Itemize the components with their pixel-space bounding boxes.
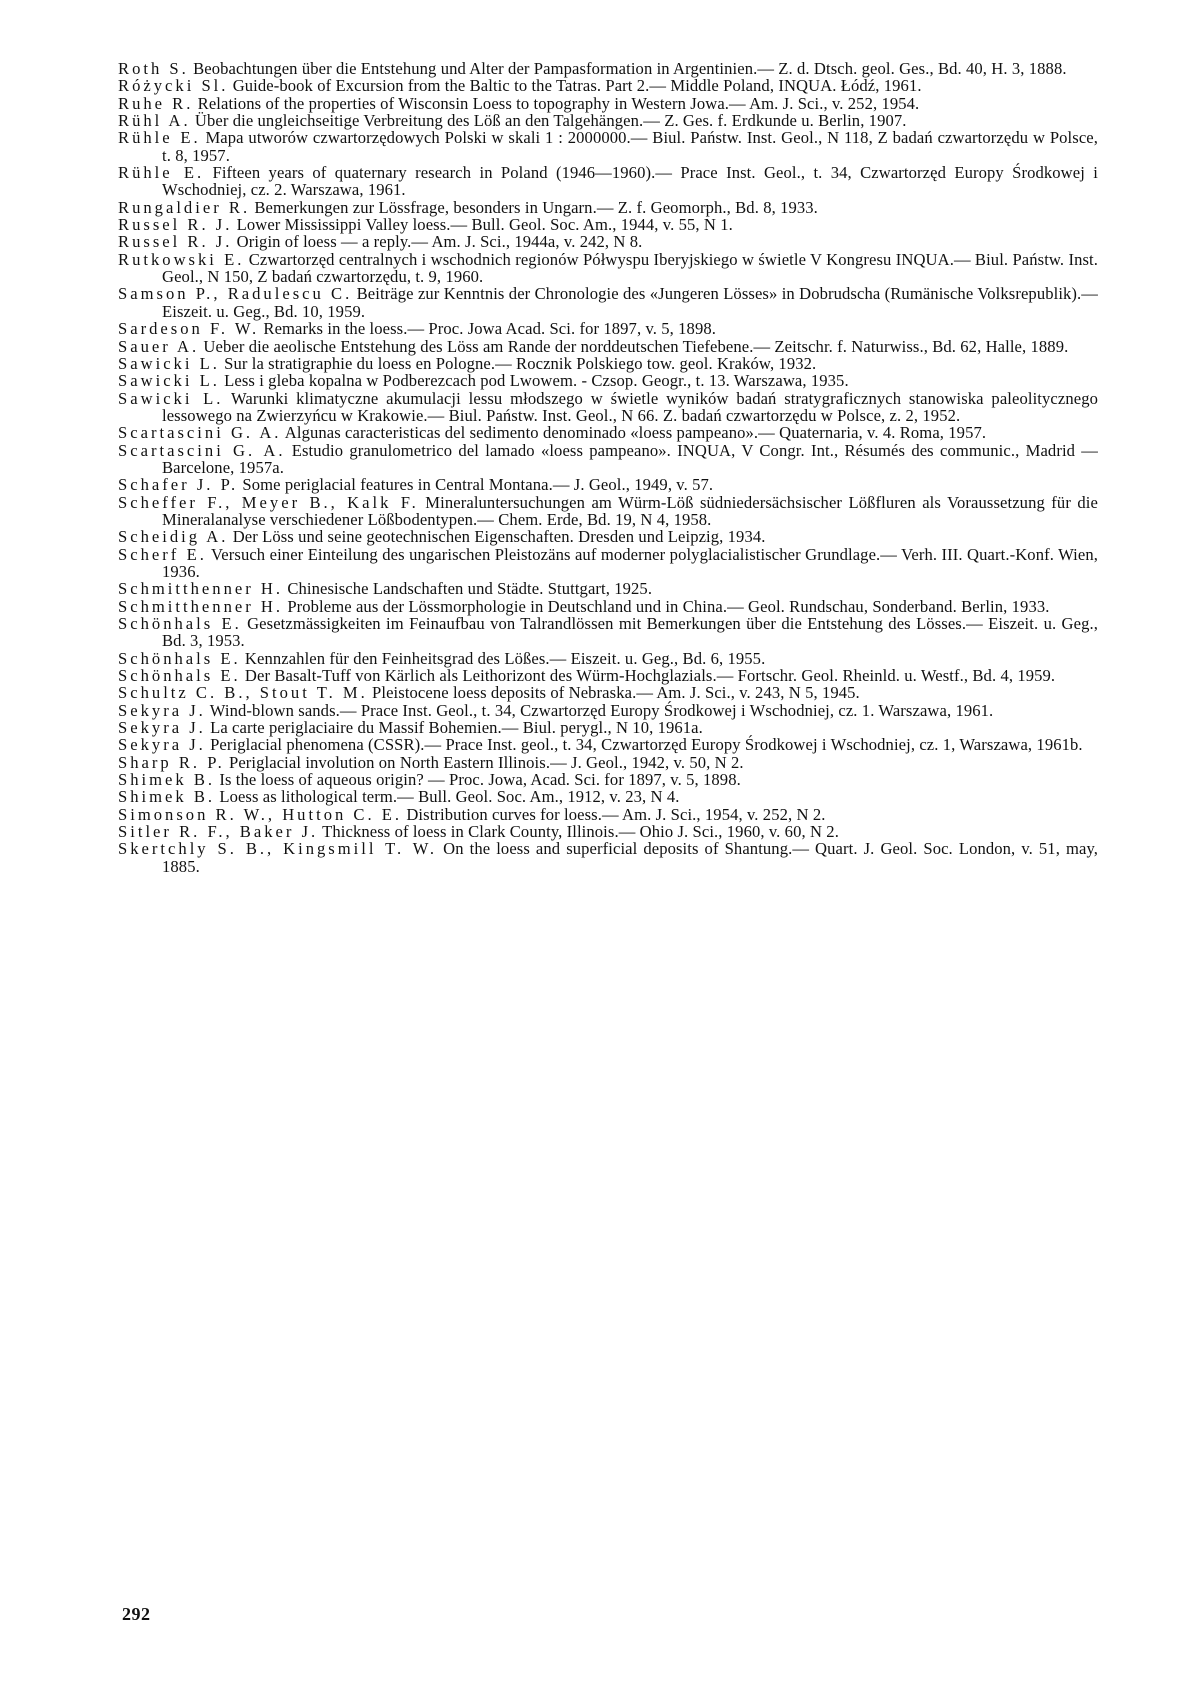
reference-text: Some periglacial features in Central Montana.— J. Geol., 1949, v. 57.	[242, 475, 714, 495]
reference-text: Loess as lithological term.— Bull. Geol. Soc. Am., 1912, v. 23, N 4.	[219, 787, 680, 807]
reference-text: Wind-blown sands.— Prace Inst. Geol., t. 34, Czwartorzęd Europy Środkowej i Wschodniej, cz. 1. Warszawa, 1961.	[209, 700, 994, 720]
reference-entry	[118, 372, 1098, 389]
reference-author: Samson P., Radulescu C.	[118, 284, 353, 304]
reference-author: Scherf E.	[118, 544, 207, 564]
reference-author: Schönhals E.	[118, 648, 241, 668]
reference-text: Kennzahlen für den Feinheitsgrad des Lößes.— Eiszeit. u. Geg., Bd. 6, 1955.	[244, 648, 766, 668]
reference-entry	[118, 320, 1098, 337]
reference-text: Remarks in the loess.— Proc. Jowa Acad. Sci. for 1897, v. 5, 1898.	[263, 319, 716, 339]
reference-text: Chinesische Landschaften und Städte. Stuttgart, 1925.	[287, 579, 653, 599]
reference-text: Gesetzmässigkeiten im Feinaufbau von Talrandlössen mit Bemerkungen über die Entstehung des Lösses.— Eiszeit. u. Geg., Bd. 3, 1953.	[162, 614, 1098, 651]
reference-text: Mineraluntersuchungen am Würm-Löß südniedersächsischer Lößfluren als Voraussetzung für die Mineralanalyse verschiedener Lößbodentypen.— Chem. Erde, Bd. 19, N 4, 1958.	[162, 492, 1098, 529]
reference-author: Sharp R. P.	[118, 752, 225, 772]
reference-entry	[118, 840, 1098, 875]
reference-author: Rühl A.	[118, 111, 191, 131]
reference-entry	[118, 494, 1098, 529]
reference-author: Sekyra J.	[118, 735, 206, 755]
reference-author: Schönhals E.	[118, 666, 241, 686]
reference-text: Guide-book of Excursion from the Baltic to the Tatras. Part 2.— Middle Poland, INQUA. Łódź, 1961.	[232, 76, 922, 96]
reference-entry	[118, 684, 1098, 701]
reference-author: Rühle E.	[118, 128, 201, 148]
reference-entry	[118, 112, 1098, 129]
reference-entry	[118, 771, 1098, 788]
reference-text: La carte periglaciaire du Massif Bohemien.— Biul. perygl., N 10, 1961a.	[210, 718, 703, 738]
reference-text: Periglacial phenomena (CSSR).— Prace Inst. geol., t. 34, Czwartorzęd Europy Środkowej i Wschodniej, cz. 1, Warszawa, 1961b.	[210, 735, 1083, 755]
bibliography-list	[118, 60, 1098, 875]
reference-entry	[118, 528, 1098, 545]
reference-author: Sitler R. F., Baker J.	[118, 822, 319, 842]
reference-entry	[118, 598, 1098, 615]
reference-entry	[118, 650, 1098, 667]
reference-author: Skertchly S. B., Kingsmill T. W.	[118, 839, 438, 859]
reference-entry	[118, 424, 1098, 441]
reference-text: Warunki klimatyczne akumulacji lessu młodszego w świetle wyników badań stratygraficznych stanowiska paleolitycznego lessowego na Zwierzyńcu w Krakowie.— Biul. Państw. Inst. Geol., N 66. Z. badań czwartorzędu w Polsce, z. 2, 1952.	[162, 388, 1098, 425]
reference-author: Scartascini G. A.	[118, 423, 282, 443]
reference-author: Shimek B.	[118, 787, 216, 807]
reference-author: Sawicki L.	[118, 388, 224, 408]
reference-author: Ruhe R.	[118, 93, 194, 113]
reference-text: Beiträge zur Kenntnis der Chronologie des «Jungeren Lösses» in Dobrudscha (Rumänische Volksrepublik).— Eiszeit. u. Geg., Bd. 10, 1959.	[162, 284, 1098, 321]
reference-author: Scheffer F., Meyer B., Kalk F.	[118, 492, 419, 512]
reference-author: Scartascini G. A.	[118, 440, 286, 460]
reference-text: Algunas caracteristicas del sedimento denominado «loess pampeano».— Quaternaria, v. 4. Roma, 1957.	[284, 423, 987, 443]
reference-entry	[118, 216, 1098, 233]
reference-entry	[118, 390, 1098, 425]
reference-text: Origin of loess — a reply.— Am. J. Sci., 1944a, v. 242, N 8.	[236, 232, 643, 252]
reference-text: Der Löss und seine geotechnischen Eigenschaften. Dresden und Leipzig, 1934.	[232, 527, 766, 547]
reference-text: Periglacial involution on North Eastern Illinois.— J. Geol., 1942, v. 50, N 2.	[229, 752, 744, 772]
reference-entry	[118, 285, 1098, 320]
reference-author: Sekyra J.	[118, 700, 206, 720]
reference-author: Sawicki L.	[118, 371, 220, 391]
reference-author: Schultz C. B., Stout T. M.	[118, 683, 368, 703]
reference-entry	[118, 129, 1098, 164]
reference-text: Fifteen years of quaternary research in Poland (1946—1960).— Prace Inst. Geol., t. 34, Czwartorzęd Europy Środkowej i Wschodniej, cz. 2. Warszawa, 1961.	[162, 163, 1098, 200]
reference-author: Schönhals E.	[118, 614, 242, 633]
reference-author: Różycki Sl.	[118, 76, 229, 96]
reference-text: Über die ungleichseitige Verbreitung des Löß an den Talgehängen.— Z. Ges. f. Erdkunde u. Berlin, 1907.	[194, 111, 907, 131]
reference-entry	[118, 736, 1098, 753]
reference-entry	[118, 442, 1098, 477]
reference-text: On the loess and superficial deposits of Shantung.— Quart. J. Geol. Soc. London, v. 51, may, 1885.	[162, 839, 1099, 876]
reference-author: Rühle E.	[118, 163, 205, 183]
reference-text: Versuch einer Einteilung des ungarischen Pleistozäns auf moderner polyglacialistischer Grundlage.— Verh. III. Quart.-Konf. Wien, 1936.	[162, 544, 1098, 581]
reference-entry	[118, 77, 1098, 94]
reference-entry	[118, 667, 1098, 684]
reference-text: Czwartorzęd centralnych i wschodnich regionów Półwyspu Iberyjskiego w świetle V Kongresu INQUA.— Biul. Państw. Inst. Geol., N 150, Z badań czwartorzędu, t. 9, 1960.	[162, 249, 1098, 287]
reference-text: Estudio granulometrico del lamado «loess pampeano». INQUA, V Congr. Int., Résumés des communic., Madrid — Barcelone, 1957a.	[162, 440, 1098, 477]
reference-text: Relations of the properties of Wisconsin Loess to topography in Western Jowa.— Am. J. Sci., v. 252, 1954.	[197, 93, 920, 113]
reference-entry	[118, 615, 1098, 650]
reference-entry	[118, 60, 1098, 77]
reference-entry	[118, 546, 1098, 581]
reference-entry	[118, 233, 1098, 250]
reference-text: Thickness of loess in Clark County, Illinois.— Ohio J. Sci., 1960, v. 60, N 2.	[322, 822, 839, 842]
reference-author: Sawicki L.	[118, 353, 220, 373]
reference-text: Der Basalt-Tuff von Kärlich als Leithorizont des Würm-Hochglazials.— Fortschr. Geol. Rheinld. u. Westf., Bd. 4, 1959.	[244, 666, 1056, 686]
reference-entry	[118, 476, 1098, 493]
reference-entry	[118, 719, 1098, 736]
reference-entry	[118, 580, 1098, 597]
reference-text: Mapa utworów czwartorzędowych Polski w skali 1 : 2000000.— Biul. Państw. Inst. Geol., N 118, Z badań czwartorzędu w Polsce, t. 8, 1957.	[162, 128, 1098, 165]
reference-text: Is the loess of aqueous origin? — Proc. Jowa, Acad. Sci. for 1897, v. 5, 1898.	[219, 770, 741, 790]
reference-entry	[118, 754, 1098, 771]
reference-entry	[118, 823, 1098, 840]
reference-text: Ueber die aeolische Entstehung des Löss am Rande der norddeutschen Tiefebene.— Zeitschr. f. Naturwiss., Bd. 62, Halle, 1889.	[203, 336, 1069, 356]
reference-text: Less i gleba kopalna w Podberezcach pod Lwowem. - Czsop. Geogr., t. 13. Warszawa, 1935.	[224, 371, 849, 391]
reference-entry	[118, 199, 1098, 216]
reference-author: Sauer A.	[118, 336, 200, 356]
reference-entry	[118, 164, 1098, 199]
reference-entry	[118, 806, 1098, 823]
reference-entry	[118, 788, 1098, 805]
reference-author: Russel R. J.	[118, 215, 233, 235]
reference-author: Rutkowski E.	[118, 249, 245, 269]
reference-text: Beobachtungen über die Entstehung und Alter der Pampasformation in Argentinien.— Z. d. Dtsch. geol. Ges., Bd. 40, H. 3, 1888.	[193, 59, 1067, 78]
reference-text: Pleistocene loess deposits of Nebraska.— Am. J. Sci., v. 243, N 5, 1945.	[372, 683, 860, 703]
reference-author: Rungaldier R.	[118, 197, 251, 217]
reference-author: Russel R. J.	[118, 232, 233, 252]
reference-author: Sekyra J.	[118, 718, 206, 738]
reference-entry	[118, 251, 1098, 286]
reference-author: Schmitthenner H.	[118, 596, 284, 616]
reference-text: Probleme aus der Lössmorphologie in Deutschland und in China.— Geol. Rundschau, Sonderband. Berlin, 1933.	[287, 596, 1050, 616]
reference-text: Sur la stratigraphie du loess en Pologne.— Rocznik Polskiego tow. geol. Kraków, 1932.	[224, 353, 817, 373]
reference-text: Lower Mississippi Valley loess.— Bull. Geol. Soc. Am., 1944, v. 55, N 1.	[236, 215, 733, 235]
reference-author: Schmitthenner H.	[118, 579, 284, 599]
reference-entry	[118, 338, 1098, 355]
reference-entry	[118, 702, 1098, 719]
reference-author: Schafer J. P.	[118, 475, 239, 495]
page-number: 292	[122, 1604, 151, 1624]
reference-author: Roth S.	[118, 59, 189, 78]
reference-author: Sardeson F. W.	[118, 319, 260, 339]
reference-author: Scheidig A.	[118, 527, 229, 547]
reference-entry	[118, 355, 1098, 372]
reference-author: Simonson R. W., Hutton C. E.	[118, 804, 403, 824]
reference-text: Bemerkungen zur Lössfrage, besonders in Ungarn.— Z. f. Geomorph., Bd. 8, 1933.	[254, 197, 818, 217]
reference-entry	[118, 95, 1098, 112]
reference-text: Distribution curves for loess.— Am. J. Sci., 1954, v. 252, N 2.	[406, 804, 826, 824]
reference-author: Shimek B.	[118, 770, 216, 790]
